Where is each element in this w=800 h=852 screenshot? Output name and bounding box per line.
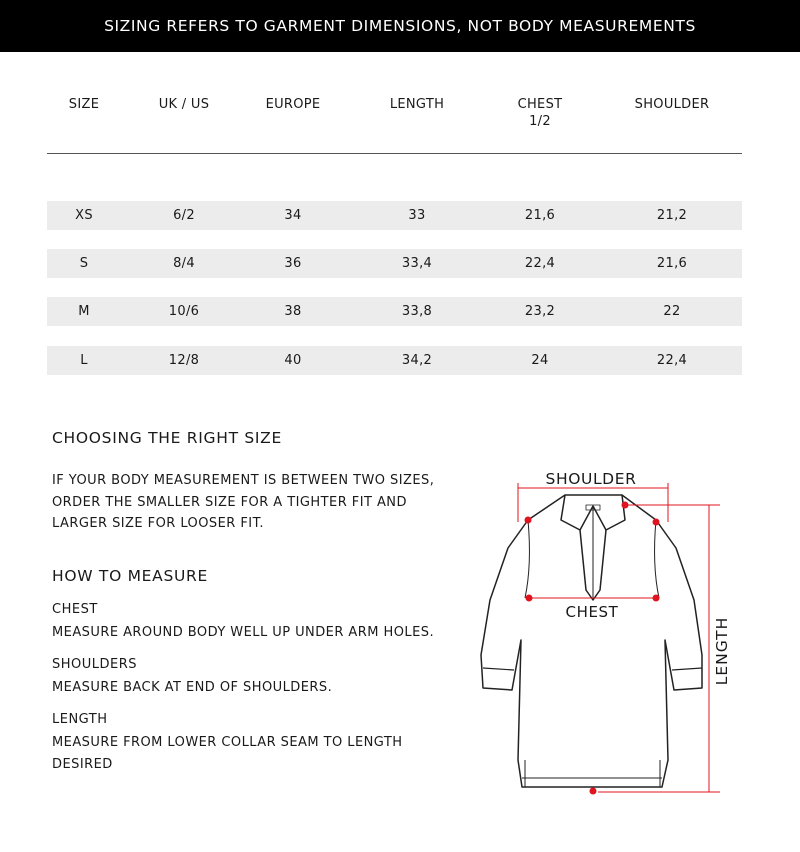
choosing-line: LARGER SIZE FOR LOOSER FIT.	[52, 516, 264, 531]
choosing-line: IF YOUR BODY MEASUREMENT IS BETWEEN TWO SIZES,	[52, 473, 435, 488]
cell-chest: 21,6	[524, 208, 556, 223]
top-banner	[0, 0, 800, 52]
cell-length: 33	[408, 208, 426, 223]
chest-label: CHEST	[565, 603, 619, 621]
cell-europe: 38	[284, 304, 302, 319]
cell-shoulder: 21,2	[656, 208, 688, 223]
cell-shoulder: 21,6	[656, 256, 688, 271]
cell-chest: 23,2	[524, 304, 556, 319]
cell-size: XS	[75, 208, 93, 223]
header-chest: CHEST	[517, 97, 563, 112]
cell-shoulder: 22	[663, 304, 681, 319]
table-row	[47, 249, 742, 278]
cell-length: 33,4	[401, 256, 433, 271]
cell-size: M	[78, 304, 90, 319]
table-row	[47, 201, 742, 230]
header-shoulder: SHOULDER	[634, 97, 710, 112]
cell-uk-us: 10/6	[168, 304, 200, 319]
choosing-size-heading: CHOOSING THE RIGHT SIZE	[52, 429, 282, 447]
length-label: LENGTH	[713, 616, 731, 686]
cell-chest: 22,4	[524, 256, 556, 271]
table-row	[47, 346, 742, 375]
cell-europe: 34	[284, 208, 302, 223]
shoulders-title: SHOULDERS	[52, 657, 138, 672]
shoulders-text: MEASURE BACK AT END OF SHOULDERS.	[52, 680, 333, 695]
cell-shoulder: 22,4	[656, 353, 688, 368]
cell-chest: 24	[531, 353, 549, 368]
header-chest-sub: 1/2	[529, 114, 551, 129]
how-to-measure-heading: HOW TO MEASURE	[52, 567, 209, 585]
cell-uk-us: 8/4	[173, 256, 195, 271]
shirt-outline-icon	[481, 495, 702, 787]
measurement-lines	[518, 483, 720, 792]
header-uk-us: UK / US	[158, 97, 210, 112]
cell-uk-us: 6/2	[173, 208, 195, 223]
length-line: MEASURE FROM LOWER COLLAR SEAM TO LENGTH	[52, 735, 403, 750]
cell-size: S	[79, 256, 89, 271]
shoulder-label: SHOULDER	[545, 470, 637, 488]
header-europe: EUROPE	[265, 97, 321, 112]
table-row	[47, 297, 742, 326]
length-title: LENGTH	[52, 712, 108, 727]
cell-europe: 40	[284, 353, 302, 368]
header-divider	[47, 153, 742, 154]
header-size: SIZE	[68, 97, 100, 112]
cell-europe: 36	[284, 256, 302, 271]
choosing-line: ORDER THE SMALLER SIZE FOR A TIGHTER FIT AND	[52, 494, 407, 510]
cell-uk-us: 12/8	[168, 353, 200, 368]
garment-measurement-diagram	[470, 460, 750, 805]
chest-title: CHEST	[52, 602, 98, 617]
header-length: LENGTH	[389, 97, 445, 112]
cell-length: 33,8	[401, 304, 433, 319]
length-text	[52, 732, 402, 775]
chest-text: MEASURE AROUND BODY WELL UP UNDER ARM HOLES.	[52, 625, 435, 640]
cell-length: 34,2	[401, 353, 433, 368]
banner-text: SIZING REFERS TO GARMENT DIMENSIONS, NOT BODY MEASUREMENTS	[104, 17, 696, 35]
cell-size: L	[80, 353, 88, 368]
choosing-size-text	[52, 470, 434, 535]
length-line: DESIRED	[52, 756, 113, 772]
measurement-points	[525, 502, 660, 795]
